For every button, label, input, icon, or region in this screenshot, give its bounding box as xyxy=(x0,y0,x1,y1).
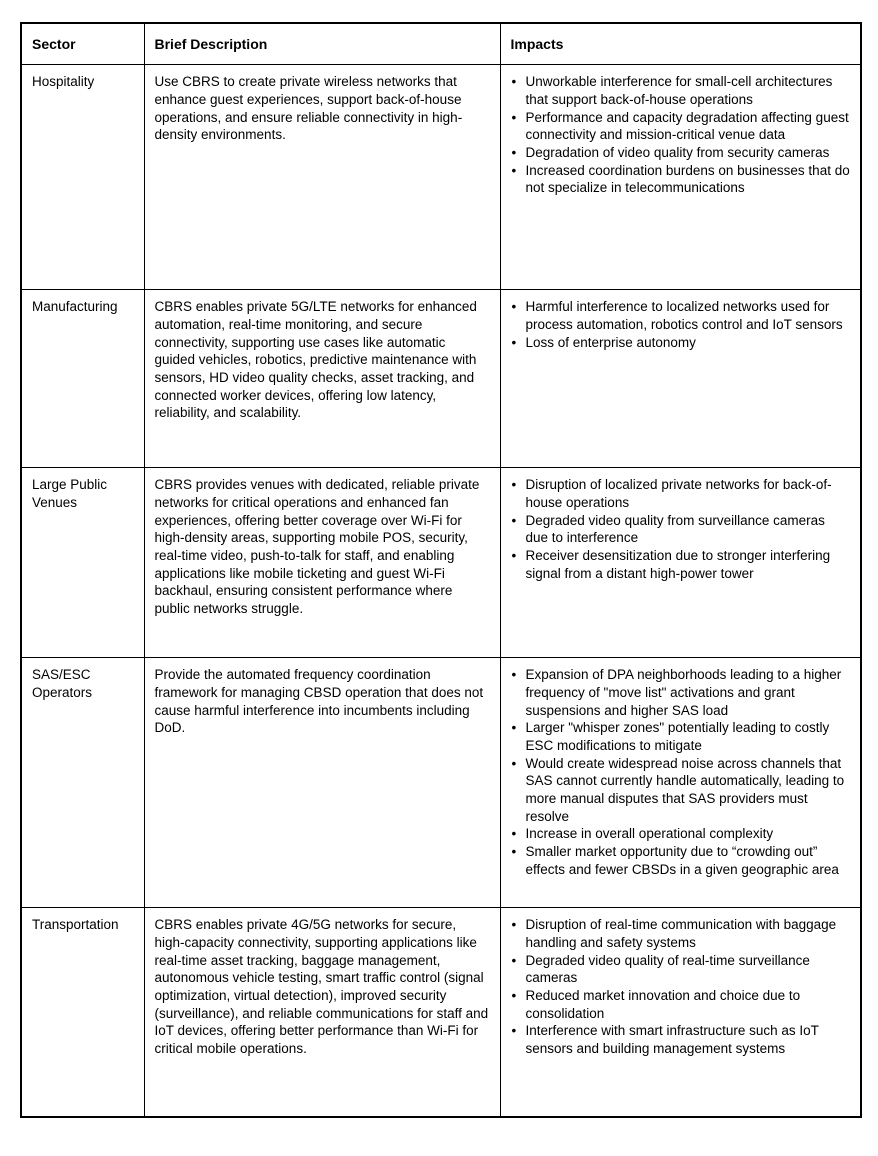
impacts-cell xyxy=(500,468,861,658)
impact-list xyxy=(511,298,851,351)
impact-list xyxy=(511,476,851,582)
table-row xyxy=(21,65,861,290)
sector-cell: SAS/ESC Operators xyxy=(21,658,144,908)
sector-cell: Manufacturing xyxy=(21,290,144,468)
impacts-cell xyxy=(500,65,861,290)
impacts-cell xyxy=(500,290,861,468)
impact-item: • Increase in overall operational complexity xyxy=(511,825,851,843)
description-cell: CBRS enables private 4G/5G networks for secure, high-capacity connectivity, supporting applications like real-time asset tracking, baggage management, autonomous vehicle testing, smart traffic control (signal optimization, virtual detection), improved security (surveillance), and reliable communications for staff and IoT devices, offering better performance than Wi-Fi for critical mobile operations. xyxy=(144,908,500,1117)
impact-item: • Larger "whisper zones" potentially leading to costly ESC modifications to mitigate xyxy=(511,719,851,754)
impact-item: • Harmful interference to localized networks used for process automation, robotics control and IoT sensors xyxy=(511,298,851,333)
sector-cell: Transportation xyxy=(21,908,144,1117)
column-header-impacts: Impacts xyxy=(500,23,861,65)
impacts-cell xyxy=(500,658,861,908)
impact-item: • Loss of enterprise autonomy xyxy=(511,334,851,352)
description-cell: CBRS enables private 5G/LTE networks for enhanced automation, real-time monitoring, and secure connectivity, supporting use cases like automatic guided vehicles, robotics, predictive maintenance with sensors, HD video quality checks, asset tracking, and connected worker devices, offering low latency, reliability, and scalability. xyxy=(144,290,500,468)
impact-list xyxy=(511,73,851,197)
sector-cell: Hospitality xyxy=(21,65,144,290)
sector-cell: Large Public Venues xyxy=(21,468,144,658)
header-row xyxy=(21,23,861,65)
impacts-cell xyxy=(500,908,861,1117)
impact-item: • Unworkable interference for small-cell architectures that support back-of-house operations xyxy=(511,73,851,108)
table-row xyxy=(21,908,861,1117)
description-cell: Provide the automated frequency coordination framework for managing CBSD operation that does not cause harmful interference into incumbents including DoD. xyxy=(144,658,500,908)
impact-item: • Smaller market opportunity due to “crowding out” effects and fewer CBSDs in a given geographic area xyxy=(511,843,851,878)
table-row xyxy=(21,468,861,658)
impact-item: • Disruption of real-time communication with baggage handling and safety systems xyxy=(511,916,851,951)
impact-item: • Degradation of video quality from security cameras xyxy=(511,144,851,162)
impact-item: • Degraded video quality of real-time surveillance cameras xyxy=(511,952,851,987)
column-header-description: Brief Description xyxy=(144,23,500,65)
sector-impacts-table xyxy=(20,22,862,1118)
impact-list xyxy=(511,916,851,1057)
impact-item: • Reduced market innovation and choice due to consolidation xyxy=(511,987,851,1022)
impact-item: • Receiver desensitization due to stronger interfering signal from a distant high-power tower xyxy=(511,547,851,582)
description-cell: Use CBRS to create private wireless networks that enhance guest experiences, support back-of-house operations, and ensure reliable connectivity in high-density environments. xyxy=(144,65,500,290)
impact-item: • Would create widespread noise across channels that SAS cannot currently handle automatically, leading to more manual disputes that SAS providers must resolve xyxy=(511,755,851,826)
table-header xyxy=(21,23,861,65)
column-header-sector: Sector xyxy=(21,23,144,65)
impact-list xyxy=(511,666,851,878)
description-cell: CBRS provides venues with dedicated, reliable private networks for critical operations and enhanced fan experiences, offering better coverage over Wi-Fi for high-density areas, supporting mobile POS, security, real-time video, push-to-talk for staff, and enabling applications like mobile ticketing and guest Wi-Fi backhaul, ensuring consistent performance where public networks struggle. xyxy=(144,468,500,658)
impact-item: • Interference with smart infrastructure such as IoT sensors and building management systems xyxy=(511,1022,851,1057)
impact-item: • Degraded video quality from surveillance cameras due to interference xyxy=(511,512,851,547)
table-row xyxy=(21,290,861,468)
table-row xyxy=(21,658,861,908)
impact-item: • Performance and capacity degradation affecting guest connectivity and mission-critical venue data xyxy=(511,109,851,144)
impact-item: • Expansion of DPA neighborhoods leading to a higher frequency of "move list" activations and grant suspensions and higher SAS load xyxy=(511,666,851,719)
impact-item: • Disruption of localized private networks for back-of-house operations xyxy=(511,476,851,511)
impact-item: • Increased coordination burdens on businesses that do not specialize in telecommunications xyxy=(511,162,851,197)
